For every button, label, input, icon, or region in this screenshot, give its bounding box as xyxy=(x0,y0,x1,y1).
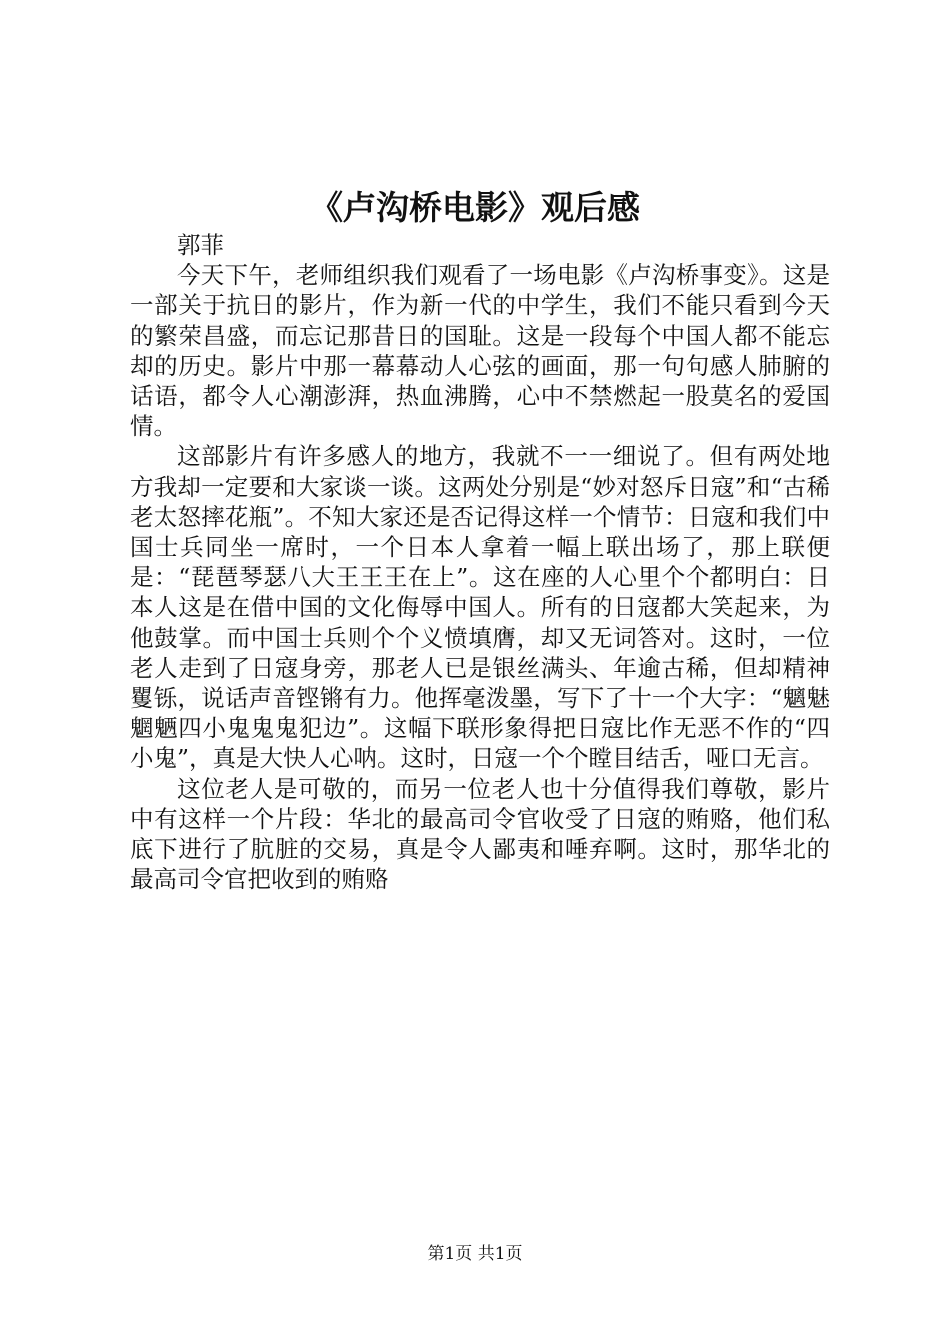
paragraph: 这位老人是可敬的，而另一位老人也十分值得我们尊敬，影片中有这样一个片段：华北的最高司令官收受了日寇的贿赂，他们私底下进行了肮脏的交易，真是令人鄙夷和唾弃啊。这时，那华北的最高司令官把收到的贿赂 xyxy=(130,774,830,894)
paragraph: 今天下午，老师组织我们观看了一场电影《卢沟桥事变》。这是一部关于抗日的影片，作为新一代的中学生，我们不能只看到今天的繁荣昌盛，而忘记那昔日的国耻。这是一段每个中国人都不能忘却的历史。影片中那一幕幕动人心弦的画面，那一句句感人肺腑的话语，都令人心潮澎湃，热血沸腾，心中不禁燃起一股莫名的爱国情。 xyxy=(130,261,830,441)
author-name: 郭菲 xyxy=(177,231,224,259)
paragraph: 这部影片有许多感人的地方，我就不一一细说了。但有两处地方我却一定要和大家谈一谈。这两处分别是“妙对怒斥日寇”和“古稀老太怒摔花瓶”。不知大家还是否记得这样一个情节：日寇和我们中国士兵同坐一席时，一个日本人拿着一幅上联出场了，那上联便是：“琵琶琴瑟八大王王王在上”。这在座的人心里个个都明白：日本人这是在借中国的文化侮辱中国人。所有的日寇都大笑起来，为他鼓掌。而中国士兵则个个义愤填膺，却又无词答对。这时，一位老人走到了日寇身旁，那老人已是银丝满头、年逾古稀，但却精神矍铄，说话声音铿锵有力。他挥毫泼墨，写下了十一个大字：“魑魅魍魉四小鬼鬼鬼犯边”。这幅下联形象得把日寇比作无恶不作的“四小鬼”，真是大快人心呐。这时，日寇一个个瞠目结舌，哑口无言。 xyxy=(130,442,830,773)
document-body xyxy=(130,230,830,894)
document-title: 《卢沟桥电影》观后感 xyxy=(310,188,640,227)
page-footer: 第1页 共1页 xyxy=(427,1244,523,1264)
